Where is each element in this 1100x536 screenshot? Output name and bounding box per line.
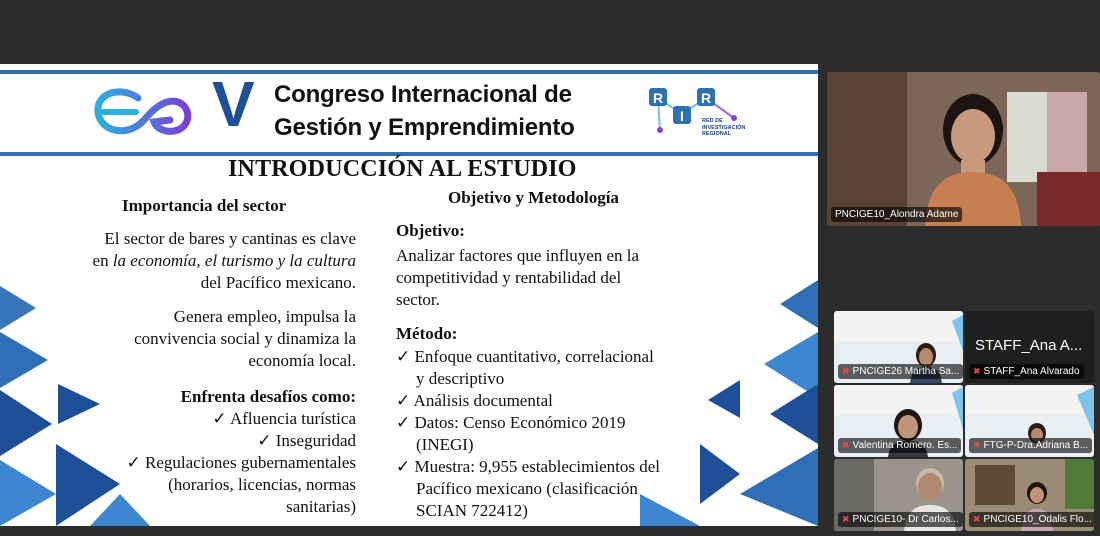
participant-name-tag: ✖ Valentina Romero. Es...	[838, 438, 961, 453]
left-heading: Importancia del sector	[122, 196, 287, 215]
method-list: ✓ Enfoque cuantitativo, correlacional y descriptivo ✓ Análisis documental ✓ Datos: Censo Económico 2019 (INEGI) ✓ Muestra: 9,955 establecimientos del Pacífico mexicano (clasificación SCIAN 722412)	[396, 347, 660, 520]
participant-tile[interactable]	[834, 459, 963, 531]
mic-muted-icon: ✖	[842, 366, 850, 376]
speaker-name-tag: PNCIGE10_Alondra Adame	[831, 207, 962, 222]
speaker-video-tile[interactable]	[827, 72, 1100, 226]
participant-name-tag: ✖ PNCIGE10- Dr Carlos...	[838, 512, 963, 527]
slide-title: INTRODUCCIÓN AL ESTUDIO	[228, 156, 577, 182]
list-item: ✓ Enfoque cuantitativo, correlacional	[396, 347, 654, 366]
participant-tile[interactable]	[834, 311, 963, 383]
participant-display-name: STAFF_Ana A...	[975, 337, 1083, 354]
challenges-list: Enfrenta desafíos como: ✓ Afluencia turística ✓ Inseguridad ✓ Regulaciones gubernamentales (horarios, licencias, normas sanitarias)	[60, 386, 356, 518]
participant-tile[interactable]	[965, 459, 1094, 531]
list-item: ✓ Inseguridad	[257, 431, 356, 450]
left-paragraph-1: El sector de bares y cantinas es clave en la economía, el turismo y la cultura del Pacífico mexicano.	[92, 229, 356, 292]
mic-muted-icon: ✖	[973, 514, 981, 524]
objective-label: Objetivo:	[396, 221, 465, 240]
list-item: ✓ Análisis documental	[396, 391, 553, 410]
participant-name-tag: ✖ PNCIGE10_Odalis Flo...	[969, 512, 1094, 527]
rir-letter-r1: R	[652, 90, 664, 106]
participant-tile[interactable]	[965, 385, 1094, 457]
shared-slide	[0, 64, 818, 526]
mic-muted-icon: ✖	[973, 440, 981, 450]
participant-name-tag: ✖ PNCIGE26 Martha Sa...	[838, 364, 963, 379]
list-item: ✓ Muestra: 9,955 establecimientos del	[396, 457, 660, 476]
mic-muted-icon: ✖	[842, 440, 850, 450]
participant-tile[interactable]	[965, 311, 1094, 383]
mic-muted-icon: ✖	[973, 366, 981, 376]
event-title: Congreso Internacional de Gestión y Emprendimiento	[274, 81, 575, 141]
roman-numeral: V	[212, 68, 255, 140]
list-item: ✓ Regulaciones gubernamentales	[126, 453, 356, 472]
rir-letter-i: I	[680, 108, 684, 124]
participant-name-tag: ✖ FTG-P-Dra.Adriana B...	[969, 438, 1092, 453]
objective-text: Analizar factores que influyen en la competitividad y rentabilidad del sector.	[396, 246, 640, 309]
speaker-avatar	[827, 72, 1100, 226]
method-label: Método:	[396, 324, 458, 343]
right-heading: Objetivo y Metodología	[448, 188, 619, 207]
rir-letter-r2: R	[700, 90, 712, 106]
mic-muted-icon: ✖	[842, 514, 850, 524]
participant-tile[interactable]	[834, 385, 963, 457]
left-paragraph-2: Genera empleo, impulsa la convivencia social y dinamiza la economía local.	[134, 307, 356, 370]
participant-name-tag: ✖ STAFF_Ana Alvarado	[969, 364, 1084, 379]
rir-caption: RED DE INVESTIGACIÓN REGIONAL	[702, 118, 746, 137]
list-item: ✓ Afluencia turística	[212, 409, 356, 428]
list-item: ✓ Datos: Censo Económico 2019	[396, 413, 626, 432]
